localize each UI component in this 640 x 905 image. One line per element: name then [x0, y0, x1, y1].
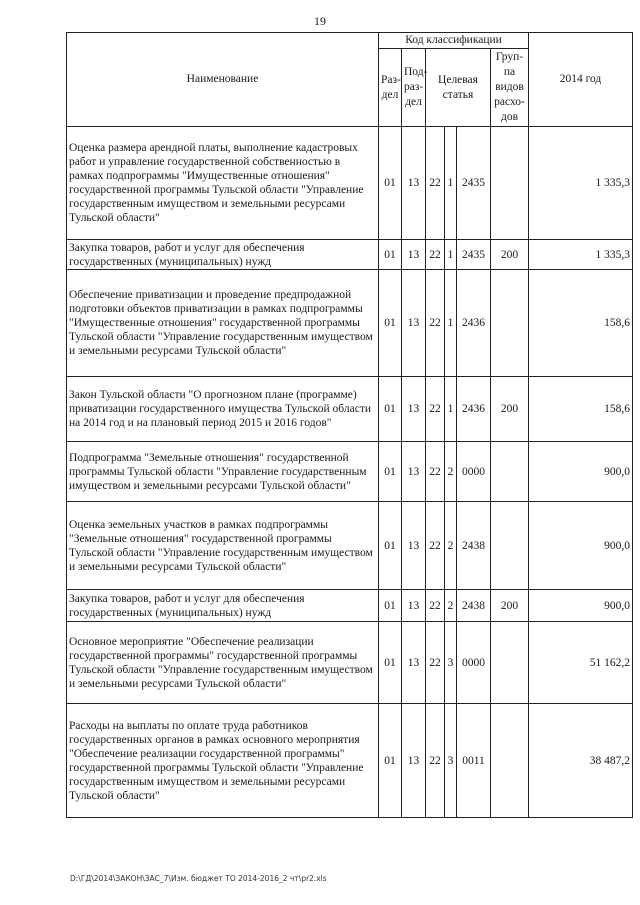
row-section: 01 — [379, 502, 402, 590]
row-section: 01 — [379, 704, 402, 818]
row-target-item: 0011 — [457, 704, 491, 818]
row-target-subprogram: 2 — [445, 502, 457, 590]
row-target-subprogram: 1 — [445, 127, 457, 240]
row-amount: 900,0 — [529, 502, 633, 590]
row-section: 01 — [379, 377, 402, 442]
row-amount: 900,0 — [529, 590, 633, 622]
row-amount: 51 162,2 — [529, 622, 633, 704]
row-name: Основное мероприятие "Обеспечение реализации государственной программы" государственной программы Тульской области "Управление государственным имуществом и земельными ресурсами Тульской области" — [67, 622, 379, 704]
table-row — [67, 590, 633, 622]
row-target-subprogram: 2 — [445, 442, 457, 502]
row-name: Расходы на выплаты по оплате труда работников государственных органов в рамках основного мероприятия "Обеспечение реализации государственной программы" государственной программы Тульской области "Управление государственным имуществом и земельными ресурсами Тульской области" — [67, 704, 379, 818]
row-name: Закон Тульской области "О прогнозном плане (программе) приватизации государственного имущества Тульской области на 2014 год и на плановый период 2015 и 2016 годов" — [67, 377, 379, 442]
header-subsection: Под- раз- дел — [402, 49, 426, 127]
table-row — [67, 442, 633, 502]
row-expense-group: 200 — [491, 377, 529, 442]
row-expense-group — [491, 270, 529, 377]
row-target-program: 22 — [426, 270, 445, 377]
row-name: Подпрограмма "Земельные отношения" государственной программы Тульской области "Управление государственным имуществом и земельными ресурсами Тульской области" — [67, 442, 379, 502]
row-name: Оценка размера арендной платы, выполнение кадастровых работ и управление государственной собственностью в рамках подпрограммы "Имущественные отношения" государственной программы Тульской области "Управление государственным имуществом и земельными ресурсами Тульской области" — [67, 127, 379, 240]
table-row — [67, 270, 633, 377]
row-target-subprogram: 1 — [445, 377, 457, 442]
row-target-program: 22 — [426, 240, 445, 270]
row-section: 01 — [379, 240, 402, 270]
table-row — [67, 127, 633, 240]
row-subsection: 13 — [402, 240, 426, 270]
row-target-program: 22 — [426, 442, 445, 502]
row-amount: 1 335,3 — [529, 127, 633, 240]
row-subsection: 13 — [402, 127, 426, 240]
row-target-program: 22 — [426, 127, 445, 240]
header-section: Раз- дел — [379, 49, 402, 127]
header-target-item: Целевая статья — [426, 49, 491, 127]
row-name: Закупка товаров, работ и услуг для обеспечения государственных (муниципальных) нужд — [67, 590, 379, 622]
row-amount: 158,6 — [529, 270, 633, 377]
row-target-item: 2436 — [457, 377, 491, 442]
table-row — [67, 377, 633, 442]
budget-table — [66, 32, 633, 818]
row-target-program: 22 — [426, 590, 445, 622]
row-subsection: 13 — [402, 622, 426, 704]
row-amount: 1 335,3 — [529, 240, 633, 270]
row-amount: 38 487,2 — [529, 704, 633, 818]
table-row — [67, 502, 633, 590]
row-subsection: 13 — [402, 704, 426, 818]
table-row — [67, 704, 633, 818]
row-expense-group — [491, 442, 529, 502]
row-target-item: 2436 — [457, 270, 491, 377]
row-name: Оценка земельных участков в рамках подпрограммы "Земельные отношения" государственной программы Тульской области "Управление государственным имуществом и земельными ресурсами Тульской области" — [67, 502, 379, 590]
row-target-item: 2438 — [457, 590, 491, 622]
row-subsection: 13 — [402, 270, 426, 377]
row-target-item: 2438 — [457, 502, 491, 590]
row-subsection: 13 — [402, 442, 426, 502]
row-expense-group — [491, 502, 529, 590]
row-subsection: 13 — [402, 502, 426, 590]
row-expense-group: 200 — [491, 240, 529, 270]
table-row — [67, 240, 633, 270]
row-expense-group — [491, 704, 529, 818]
header-classification-code: Код классификации — [379, 33, 529, 49]
row-expense-group: 200 — [491, 590, 529, 622]
row-target-program: 22 — [426, 502, 445, 590]
row-target-program: 22 — [426, 377, 445, 442]
header-name: Наименование — [67, 33, 379, 127]
table-body — [67, 127, 633, 818]
row-target-item: 2435 — [457, 240, 491, 270]
row-expense-group — [491, 622, 529, 704]
table-row — [67, 622, 633, 704]
row-target-subprogram: 3 — [445, 622, 457, 704]
row-target-subprogram: 2 — [445, 590, 457, 622]
page-number: 19 — [314, 14, 326, 28]
row-section: 01 — [379, 270, 402, 377]
row-expense-group — [491, 127, 529, 240]
row-section: 01 — [379, 127, 402, 240]
file-path-footer: D:\ГД\2014\ЗАКОН\ЗАС_7\Изм. бюджет ТО 2014-2016_2 чт\pr2.xls — [70, 874, 327, 883]
row-amount: 900,0 — [529, 442, 633, 502]
row-section: 01 — [379, 590, 402, 622]
table-header — [67, 33, 633, 127]
header-year: 2014 год — [529, 33, 633, 127]
row-name: Обеспечение приватизации и проведение предпродажной подготовки объектов приватизации в рамках подпрограммы "Имущественные отношения" государственной программы Тульской области "Управление государственным имуществом и земельными ресурсами Тульской области" — [67, 270, 379, 377]
row-target-program: 22 — [426, 704, 445, 818]
row-section: 01 — [379, 622, 402, 704]
row-subsection: 13 — [402, 590, 426, 622]
row-target-program: 22 — [426, 622, 445, 704]
row-target-item: 0000 — [457, 442, 491, 502]
row-name: Закупка товаров, работ и услуг для обеспечения государственных (муниципальных) нужд — [67, 240, 379, 270]
row-target-subprogram: 1 — [445, 270, 457, 377]
row-section: 01 — [379, 442, 402, 502]
header-expense-group: Груп- па видов расхо- дов — [491, 49, 529, 127]
row-target-item: 0000 — [457, 622, 491, 704]
row-target-subprogram: 1 — [445, 240, 457, 270]
row-amount: 158,6 — [529, 377, 633, 442]
row-target-subprogram: 3 — [445, 704, 457, 818]
row-target-item: 2435 — [457, 127, 491, 240]
row-subsection: 13 — [402, 377, 426, 442]
